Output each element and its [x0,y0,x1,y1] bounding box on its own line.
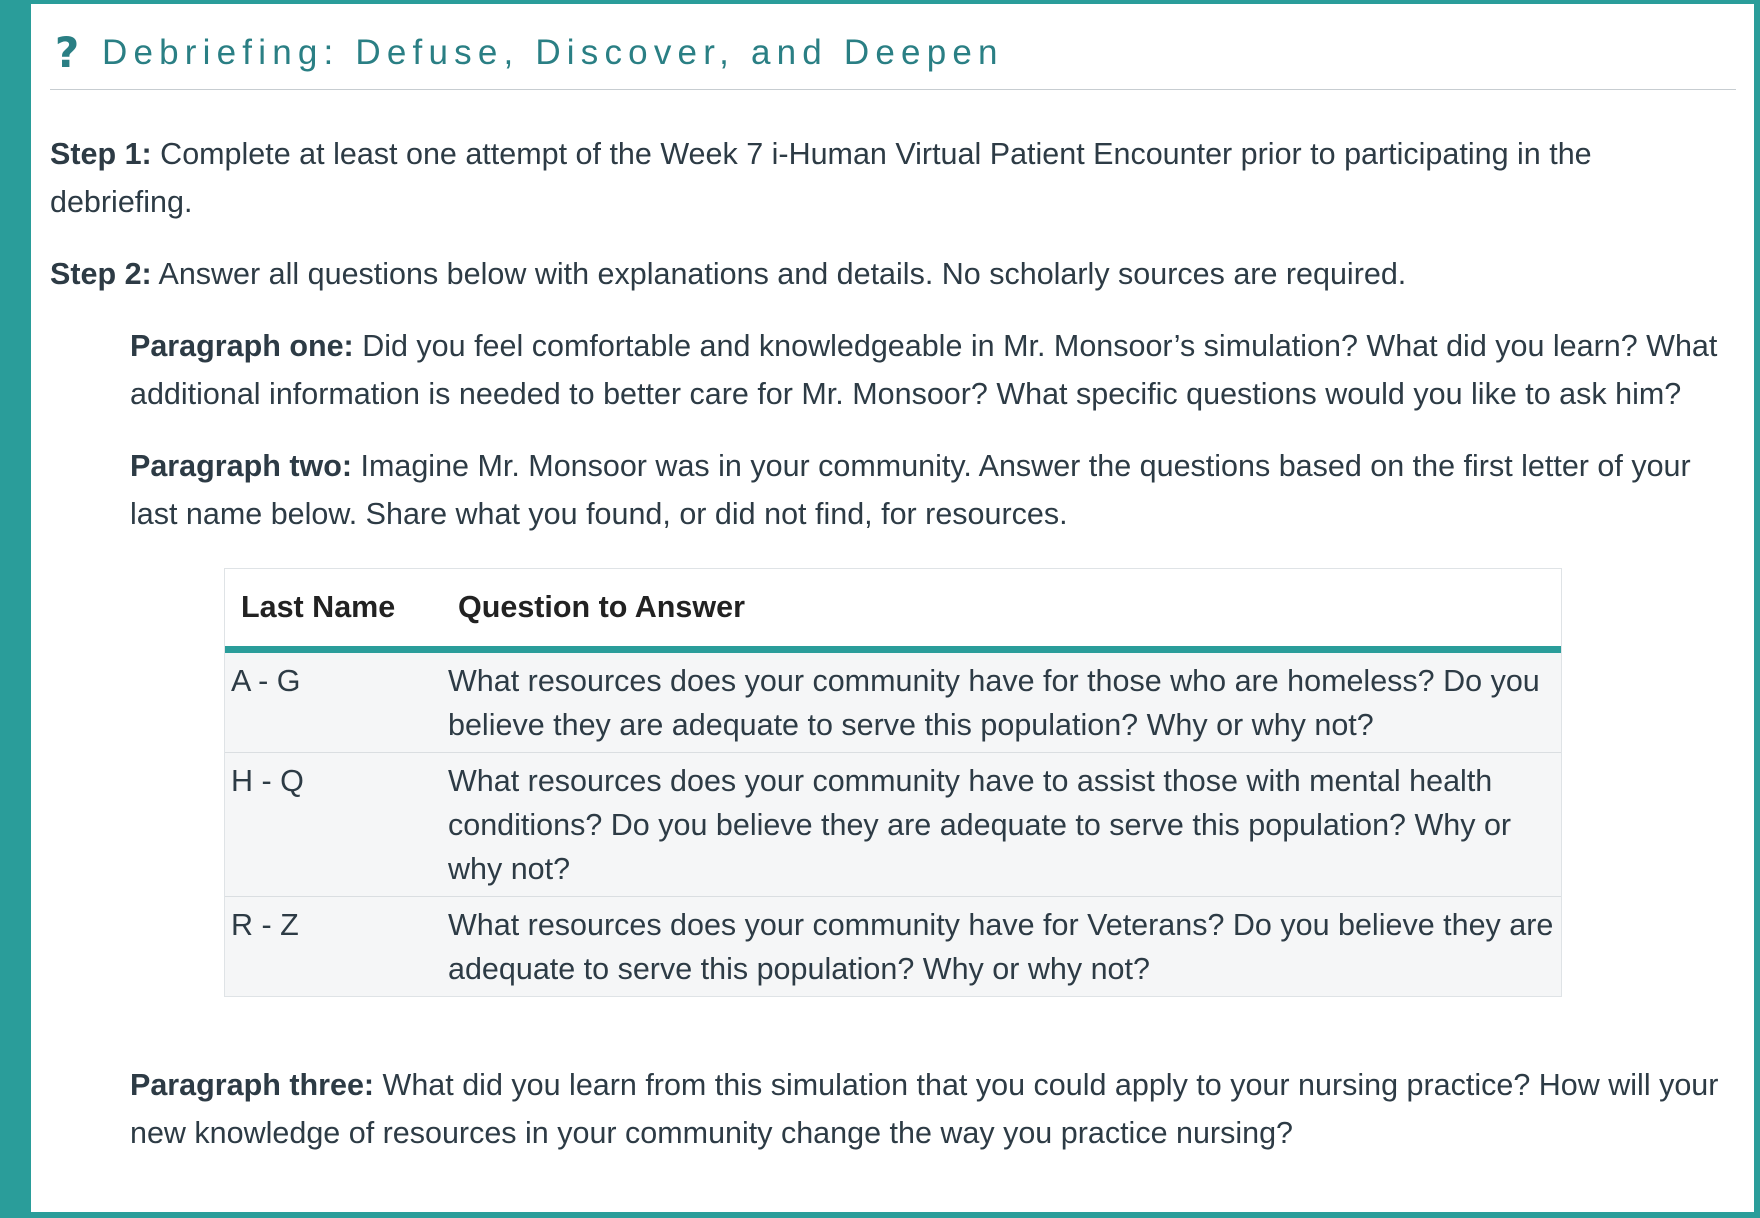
step-2-label: Step 2: [50,257,152,291]
content-panel [31,4,1754,1212]
page-title: Debriefing: Defuse, Discover, and Deepen [102,33,1004,72]
header-question-to-answer: Question to Answer [442,569,1561,650]
row-question: What resources does your community have for those who are homeless? Do you believe they are adequate to serve this population? Why or why not? [442,650,1561,753]
step-1-text: Complete at least one attempt of the Week 7 i-Human Virtual Patient Encounter prior to participating in the debriefing. [50,137,1592,219]
row-range: H - Q [225,753,442,897]
step-2-text: Answer all questions below with explanations and details. No scholarly sources are required. [151,257,1407,291]
row-range: R - Z [225,897,442,997]
header-last-name: Last Name [225,569,442,650]
table-row [225,897,1561,997]
row-question: What resources does your community have for Veterans? Do you believe they are adequate to serve this population? Why or why not? [442,897,1561,997]
step-1-label: Step 1: [50,137,152,171]
paragraph-three-label: Paragraph three: [130,1068,375,1102]
table-header-row [225,569,1561,650]
step-2 [50,250,1736,298]
paragraph-two-label: Paragraph two: [130,449,353,483]
step-1 [50,130,1736,226]
paragraph-three [130,1061,1736,1157]
table-row [225,650,1561,753]
paragraph-one-label: Paragraph one: [130,329,354,363]
question-mark-icon: ? [54,27,80,77]
assignment-content [50,4,1736,1157]
row-question: What resources does your community have to assist those with mental health conditions? Do you believe they are adequate to serve this population? Why or why not? [442,753,1561,897]
section-header [50,20,1736,90]
paragraph-two-text: Imagine Mr. Monsoor was in your community. Answer the questions based on the first letter of your last name below. Share what you found, or did not find, for resources. [130,449,1691,531]
paragraph-two [130,442,1736,538]
paragraph-one-text: Did you feel comfortable and knowledgeable in Mr. Monsoor’s simulation? What did you learn? What additional information is needed to better care for Mr. Monsoor? What specific questions would you like to ask him? [130,329,1718,411]
paragraph-one [130,322,1736,418]
paragraph-three-text: What did you learn from this simulation that you could apply to your nursing practice? How will your new knowledge of resources in your community change the way you practice nursing? [130,1068,1719,1150]
table-row [225,753,1561,897]
last-name-question-table [224,568,1562,997]
row-range: A - G [225,650,442,753]
